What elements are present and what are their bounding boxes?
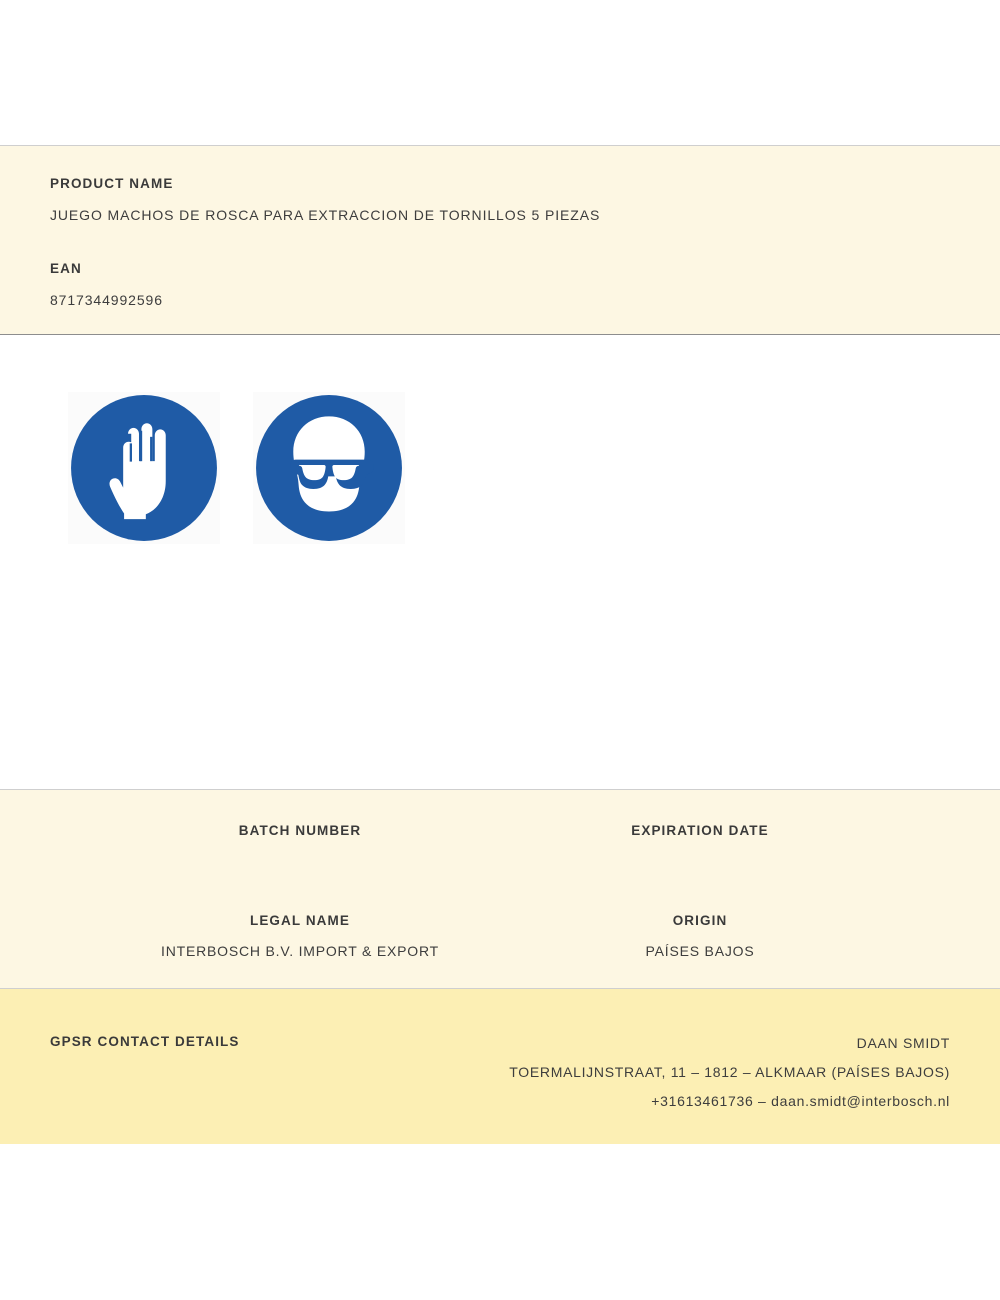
product-name-label: PRODUCT NAME [50, 176, 174, 191]
product-info-band [0, 145, 1000, 335]
expiration-date-label: EXPIRATION DATE [631, 823, 769, 838]
legal-name-label: LEGAL NAME [249, 913, 350, 928]
origin-label: ORIGIN [672, 913, 728, 928]
origin-value: PAÍSES BAJOS [645, 943, 755, 959]
gpsr-contact-person: DAAN SMIDT [856, 1035, 950, 1051]
gpsr-contact-phone-email: +31613461736 – daan.smidt@interbosch.nl [651, 1093, 950, 1109]
traceability-band [0, 789, 1000, 989]
batch-number-label: BATCH NUMBER [238, 823, 362, 838]
product-info-content [0, 146, 1000, 308]
gpsr-contact-band [0, 989, 1000, 1144]
ean-group [50, 261, 950, 308]
traceability-grid [0, 790, 1000, 988]
gpsr-contact-details [509, 1029, 950, 1116]
safety-pictogram-row [68, 392, 405, 544]
ean-label: EAN [50, 261, 82, 276]
product-name-value: JUEGO MACHOS DE ROSCA PARA EXTRACCION DE TORNILLOS 5 PIEZAS [50, 207, 601, 223]
gpsr-contact-address: TOERMALIJNSTRAAT, 11 – 1812 – ALKMAAR (PAÍSES BAJOS) [509, 1064, 950, 1080]
legal-name-value: INTERBOSCH B.V. IMPORT & EXPORT [161, 943, 439, 959]
ean-value: 8717344992596 [50, 292, 163, 308]
wear-protective-gloves-icon [68, 392, 220, 544]
gpsr-contact-label: GPSR CONTACT DETAILS [50, 1034, 240, 1049]
wear-eye-protection-icon [253, 392, 405, 544]
